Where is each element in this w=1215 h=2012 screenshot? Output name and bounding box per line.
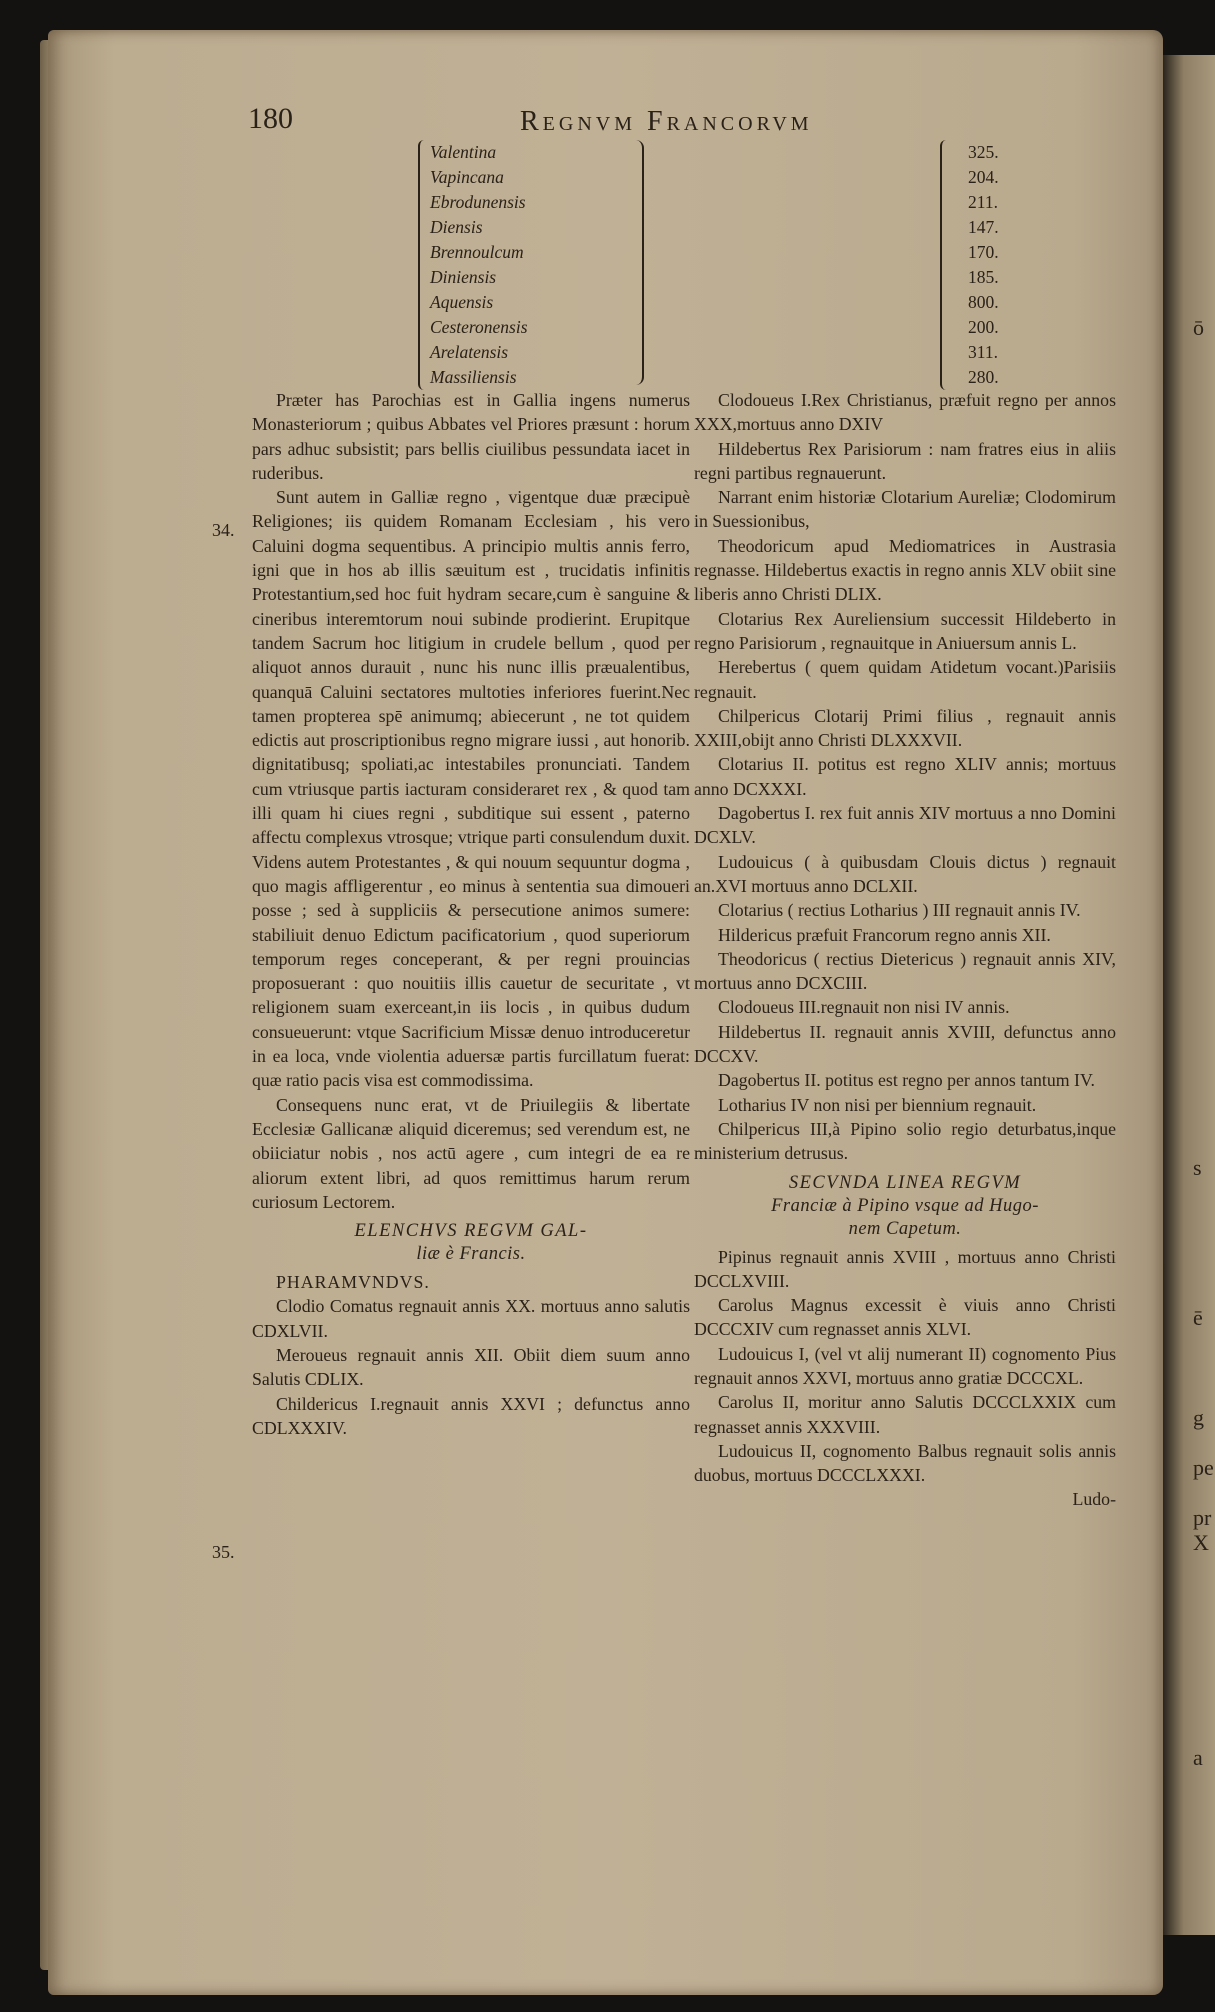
heading-line: liæ è Francis. (416, 1244, 526, 1265)
next-page-fragment: ē (1193, 1305, 1203, 1330)
paragraph: Lotharius IV non nisi per biennium regnauit. (718, 1094, 1037, 1115)
section-heading (694, 1172, 1116, 1241)
heading-line: SECVNDA LINEA REGVM (788, 1172, 1022, 1193)
bracket-middle (628, 140, 644, 385)
paragraph: Clotarius II. potitus est regno XLIV annis; mortuus anno DCXXXI. (694, 754, 1116, 799)
diocese-name: Brennoulcum (430, 242, 524, 262)
page-number: 180 (248, 102, 293, 135)
diocese-count: 311. (968, 342, 998, 362)
paragraph: Hildebertus II. regnauit annis XVIII, defunctus anno DCCXV. (694, 1021, 1116, 1067)
heading-line: Franciæ à Pipino vsque ad Hugo- (771, 1195, 1039, 1216)
paragraph: Ludouicus II, cognomento Balbus regnauit solis annis duobus, mortuus DCCCLXXXI. (694, 1440, 1116, 1486)
paragraph: Herebertus ( quem quidam Atidetum vocant.)Parisiis regnauit. (694, 657, 1116, 702)
diocese-count: 204. (968, 167, 999, 187)
paragraph: Hildebertus Rex Parisiorum : nam fratres eius in aliis regni partibus regnauerunt. (694, 438, 1116, 483)
next-page-fragment: s (1193, 1155, 1202, 1180)
paragraph: Sunt autem in Galliæ regno , vigentque duæ præcipuè Religiones; iis quidem Romanam Ecclesiam , his vero Caluini dogma sequentibus. A principio multis annis ferro, igni que in hos ab illis sæuitum est , trucidatis infinitis Protestantium,sed hoc fuit hydram secare,cum è sanguine & cineribus interemtorum noui subinde prodierint. Erupitque tandem Sacrum hoc litigium in crudele bellum , quod per aliquot annos durauit , nunc his nunc illis præualentibus, quanquā Caluini sectatores multoties inferiores fuerint.Nec tamen propterea spē animumq; abiecerunt , ne tot quidem edictis aut proscriptionibus regno migrare iussi , aut honorib. dignitatibusq; spoliati,ac intestabiles pronunciati. Tandem cum vtriusque partis iacturam consideraret rex , & quod tam illi quam hi ciues regni , subditique sui essent , paterno affectu complexus vtrosque; vtrique parti consulendum duxit. Videns autem Protestantes , & qui nouum sequuntur dogma , quo magis affligerentur , eo minus à sententia sua dimoueri posse ; sed à suppliciis & persecutione animos sumere: stabiliuit denuo Edictum pacificatorium , quod superiorum temporum reges conceperant, & per regni prouincias proposuerant : quo nouitiis illis cauetur de securitate , vt religionem suam exerceant,in iis locis , in quibus dudum consueuerunt: vtque Sacrificium Missæ denuo introduceretur in ea loca, vnde violentia aduersæ partis furcillatum fuerat: quæ ratio pacis visa est commodissima. (252, 487, 690, 1091)
paragraph: Clotarius Rex Aureliensium successit Hildeberto in regno Parisiorum , regnauitque in Aniuersum annis L. (694, 608, 1116, 653)
heading-line: ELENCHVS REGVM GAL- (354, 1221, 588, 1242)
paragraph: Ludouicus I, (vel vt alij numerant II) cognomento Pius regnauit annos XXVI, mortuus anno gratiæ DCCCXL. (694, 1343, 1116, 1388)
diocese-name: Valentina (430, 142, 497, 162)
catchword: Ludo- (1072, 1489, 1116, 1510)
margin-number: 35. (212, 1542, 235, 1562)
diocese-name: Arelatensis (430, 342, 509, 362)
right-column (694, 388, 1116, 1512)
section-heading (252, 1220, 690, 1266)
paragraph: Præter has Parochias est in Gallia ingens numerus Monasteriorum ; quibus Abbates vel Priores præsunt : horum pars adhuc subsistit; pars bellis ciuilibus pessundata iacet in ruderibus. (252, 390, 690, 483)
diocese-count: 211. (968, 192, 998, 212)
paragraph: Dagobertus I. rex fuit annis XIV mortuus a nno Domini DCXLV. (694, 803, 1116, 848)
next-page-fragment: pe (1193, 1455, 1214, 1480)
diocese-name: Aquensis (430, 292, 494, 312)
paragraph: Hildericus præfuit Francorum regno annis XII. (718, 924, 1051, 945)
diocese-name: Massiliensis (430, 367, 517, 387)
next-page-fragment: pr (1193, 1505, 1212, 1530)
diocese-counts (968, 140, 999, 390)
next-page-edge (1163, 55, 1215, 1935)
paragraph: Theodoricus ( rectius Dietericus ) regnauit annis XIV, mortuus anno DCXCIII. (694, 948, 1116, 994)
diocese-count: 280. (968, 367, 999, 387)
next-page-fragment: ō (1193, 315, 1204, 340)
paragraph: Pipinus regnauit annis XVIII , mortuus anno Christi DCCLXVIII. (694, 1246, 1116, 1291)
diocese-count: 170. (968, 242, 999, 262)
paragraph: Carolus Magnus excessit è viuis anno Christi DCCCXIV cum regnasset annis XLVI. (694, 1295, 1116, 1340)
paragraph: Consequens nunc erat, vt de Priuilegiis & libertate Ecclesiæ Gallicanæ aliquid diceremus; sed verendum est, ne obiiciatur nobis , nos actū agere , cum integri de ea re aliorum extent libri, ad quos remittimus harum rerum curiosum Lectorem. (252, 1094, 690, 1212)
diocese-name: Diensis (430, 217, 483, 237)
paragraph: Chilpericus Clotarij Primi filius , regnauit annis XXIII,obijt anno Christi DLXXXVII. (694, 705, 1116, 751)
next-page-fragment: g (1193, 1405, 1204, 1430)
left-column (252, 388, 690, 1440)
diocese-name: Vapincana (430, 167, 504, 187)
diocese-list (430, 140, 660, 390)
paragraph: Narrant enim historiæ Clotarium Aureliæ; Clodomirum in Suessionibus, (694, 487, 1116, 532)
paragraph: Clodoueus I.Rex Christianus, præfuit regno per annos XXX,mortuus anno DXIV (694, 390, 1116, 435)
king-name: PHARAMVNDVS. (276, 1272, 430, 1293)
bracket-right (940, 140, 954, 390)
diocese-name: Ebrodunensis (430, 192, 526, 212)
paragraph: Ludouicus ( à quibusdam Clouis dictus ) regnauit an.XVI mortuus anno DCLXII. (694, 851, 1116, 896)
margin-number: 34. (212, 520, 235, 540)
next-page-fragment: X (1193, 1530, 1209, 1555)
diocese-name: Diniensis (430, 267, 497, 287)
next-page-fragment: a (1193, 1745, 1203, 1770)
paragraph: Carolus II, moritur anno Salutis DCCCLXXIX cum regnasset annis XXXVIII. (694, 1392, 1116, 1437)
paragraph: Theodoricum apud Mediomatrices in Austrasia regnasse. Hildebertus exactis in regno annis XLV obiit sine liberis anno Christi DLIX. (694, 535, 1116, 605)
heading-line: nem Capetum. (848, 1218, 962, 1239)
paragraph: Clodoueus III.regnauit non nisi IV annis. (718, 997, 1010, 1018)
paragraph: Meroueus regnauit annis XII. Obiit diem suum anno Salutis CDLIX. (252, 1344, 690, 1390)
paragraph: Childericus I.regnauit annis XXVI ; defunctus anno CDLXXXIV. (252, 1393, 690, 1438)
paragraph: Chilpericus III,à Pipino solio regio deturbatus,inque ministerium detrusus. (694, 1118, 1116, 1164)
diocese-count: 185. (968, 267, 999, 287)
diocese-count: 800. (968, 292, 999, 312)
paragraph: Clodio Comatus regnauit annis XX. mortuus anno salutis CDXLVII. (252, 1296, 690, 1341)
diocese-count: 325. (968, 142, 999, 162)
running-title: Regnvm Francorvm (520, 106, 813, 137)
paragraph: Clotarius ( rectius Lotharius ) III regnauit annis IV. (718, 900, 1081, 921)
diocese-count: 200. (968, 317, 999, 337)
diocese-count: 147. (968, 217, 999, 237)
paragraph: Dagobertus II. potitus est regno per annos tantum IV. (718, 1070, 1095, 1091)
diocese-name: Cesteronensis (430, 317, 528, 337)
